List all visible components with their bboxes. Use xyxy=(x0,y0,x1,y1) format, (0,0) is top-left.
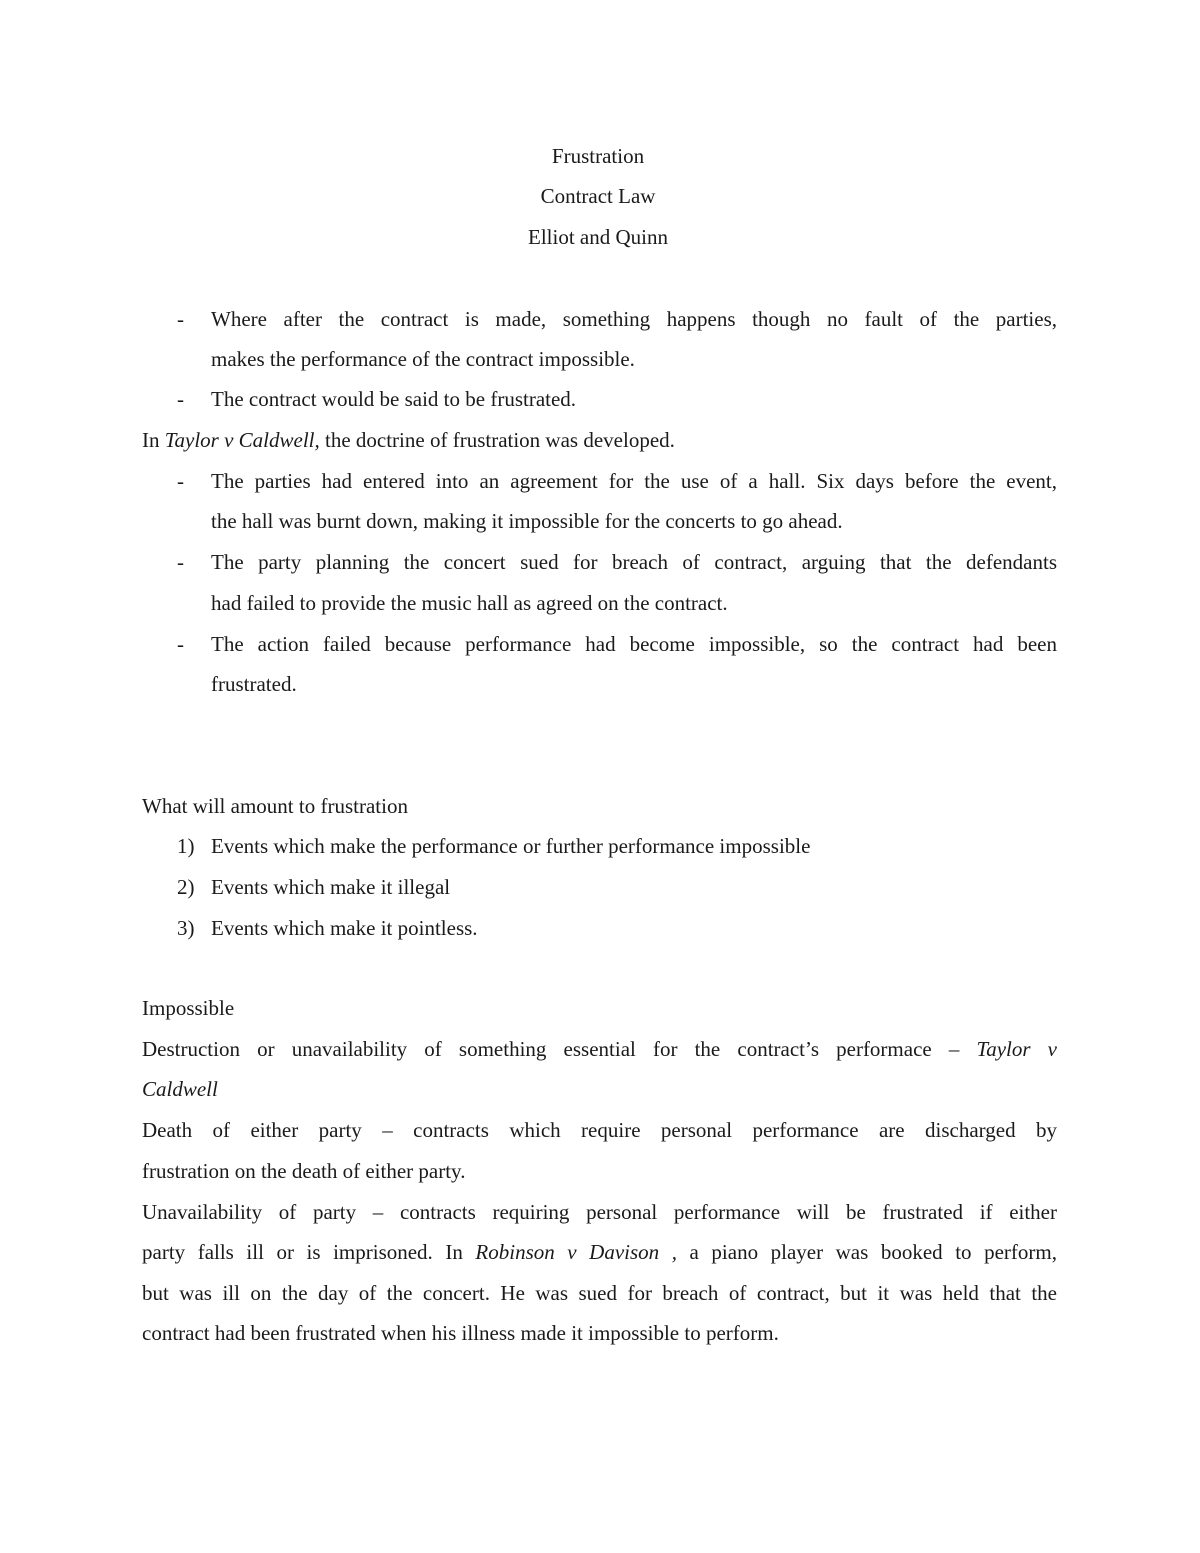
list-item: Events which make the performance or further performance impossible xyxy=(211,834,811,858)
taylor-bullet-2-line-2: had failed to provide the music hall as agreed on the contract. xyxy=(211,591,728,615)
intro-bullet-2: The contract would be said to be frustrated. xyxy=(211,387,577,411)
impossible-paragraph-3-line-4: contract had been frustrated when his illness made it impossible to perform. xyxy=(142,1321,779,1345)
document-title: Frustration xyxy=(551,144,645,168)
list-number: 1) xyxy=(177,834,195,858)
taylor-bullet-1-line-1: The parties had entered into an agreement for the use of a hall. Six days before the event, xyxy=(211,469,1057,493)
intro-bullet-1-line-1: Where after the contract is made, something happens though no fault of the parties, xyxy=(211,307,1057,331)
bullet-dash: - xyxy=(177,550,184,574)
impossible-paragraph-2-line-2: frustration on the death of either party. xyxy=(142,1159,466,1183)
bullet-dash: - xyxy=(177,307,184,331)
impossible-paragraph-1-line-1 xyxy=(142,1035,1057,1063)
taylor-bullet-2-line-1: The party planning the concert sued for breach of contract, arguing that the defendants xyxy=(211,550,1057,574)
taylor-bullet-3-line-2: frustrated. xyxy=(211,672,297,696)
list-number: 2) xyxy=(177,875,195,899)
impossible-paragraph-3-line-1: Unavailability of party – contracts requiring personal performance will be frustrated if either xyxy=(142,1200,1057,1224)
case-name-caldwell-part: Caldwell xyxy=(142,1077,218,1101)
impossible-paragraph-3-line-3: but was ill on the day of the concert. He was sued for breach of contract, but it was held that the xyxy=(142,1281,1057,1305)
case-name-robinson-v-davison: Robinson v Davison , xyxy=(475,1240,677,1264)
section-heading-amount: What will amount to frustration xyxy=(142,794,408,818)
intro-bullet-1-line-2: makes the performance of the contract impossible. xyxy=(211,347,635,371)
case-name-taylor-v-part: Taylor v xyxy=(976,1037,1057,1061)
taylor-bullet-1-line-2: the hall was burnt down, making it impossible for the concerts to go ahead. xyxy=(211,509,843,533)
taylor-intro-paragraph xyxy=(142,426,675,454)
impossible-paragraph-3-line-2 xyxy=(142,1238,1057,1266)
document-authors: Elliot and Quinn xyxy=(528,225,668,249)
destruction-text: Destruction or unavailability of something essential for the contract’s performace – xyxy=(142,1037,960,1061)
list-item: Events which make it pointless. xyxy=(211,916,478,940)
taylor-intro-suffix: the doctrine of frustration was developed. xyxy=(319,428,675,452)
unavailability-suffix: a piano player was booked to perform, xyxy=(676,1240,1057,1264)
document-subject: Contract Law xyxy=(540,184,656,208)
list-number: 3) xyxy=(177,916,195,940)
section-heading-impossible: Impossible xyxy=(142,996,235,1020)
list-item: Events which make it illegal xyxy=(211,875,451,899)
taylor-bullet-3-line-1: The action failed because performance had become impossible, so the contract had been xyxy=(211,632,1057,656)
unavailability-prefix: party falls ill or is imprisoned. In xyxy=(142,1240,476,1264)
bullet-dash: - xyxy=(177,632,184,656)
taylor-intro-prefix: In xyxy=(142,428,165,452)
bullet-dash: - xyxy=(177,387,184,411)
case-name-taylor-v-caldwell: Taylor v Caldwell, xyxy=(164,428,320,452)
impossible-paragraph-2-line-1: Death of either party – contracts which require personal performance are discharged by xyxy=(142,1118,1057,1142)
impossible-paragraph-1-line-2 xyxy=(142,1075,218,1103)
bullet-dash: - xyxy=(177,469,184,493)
